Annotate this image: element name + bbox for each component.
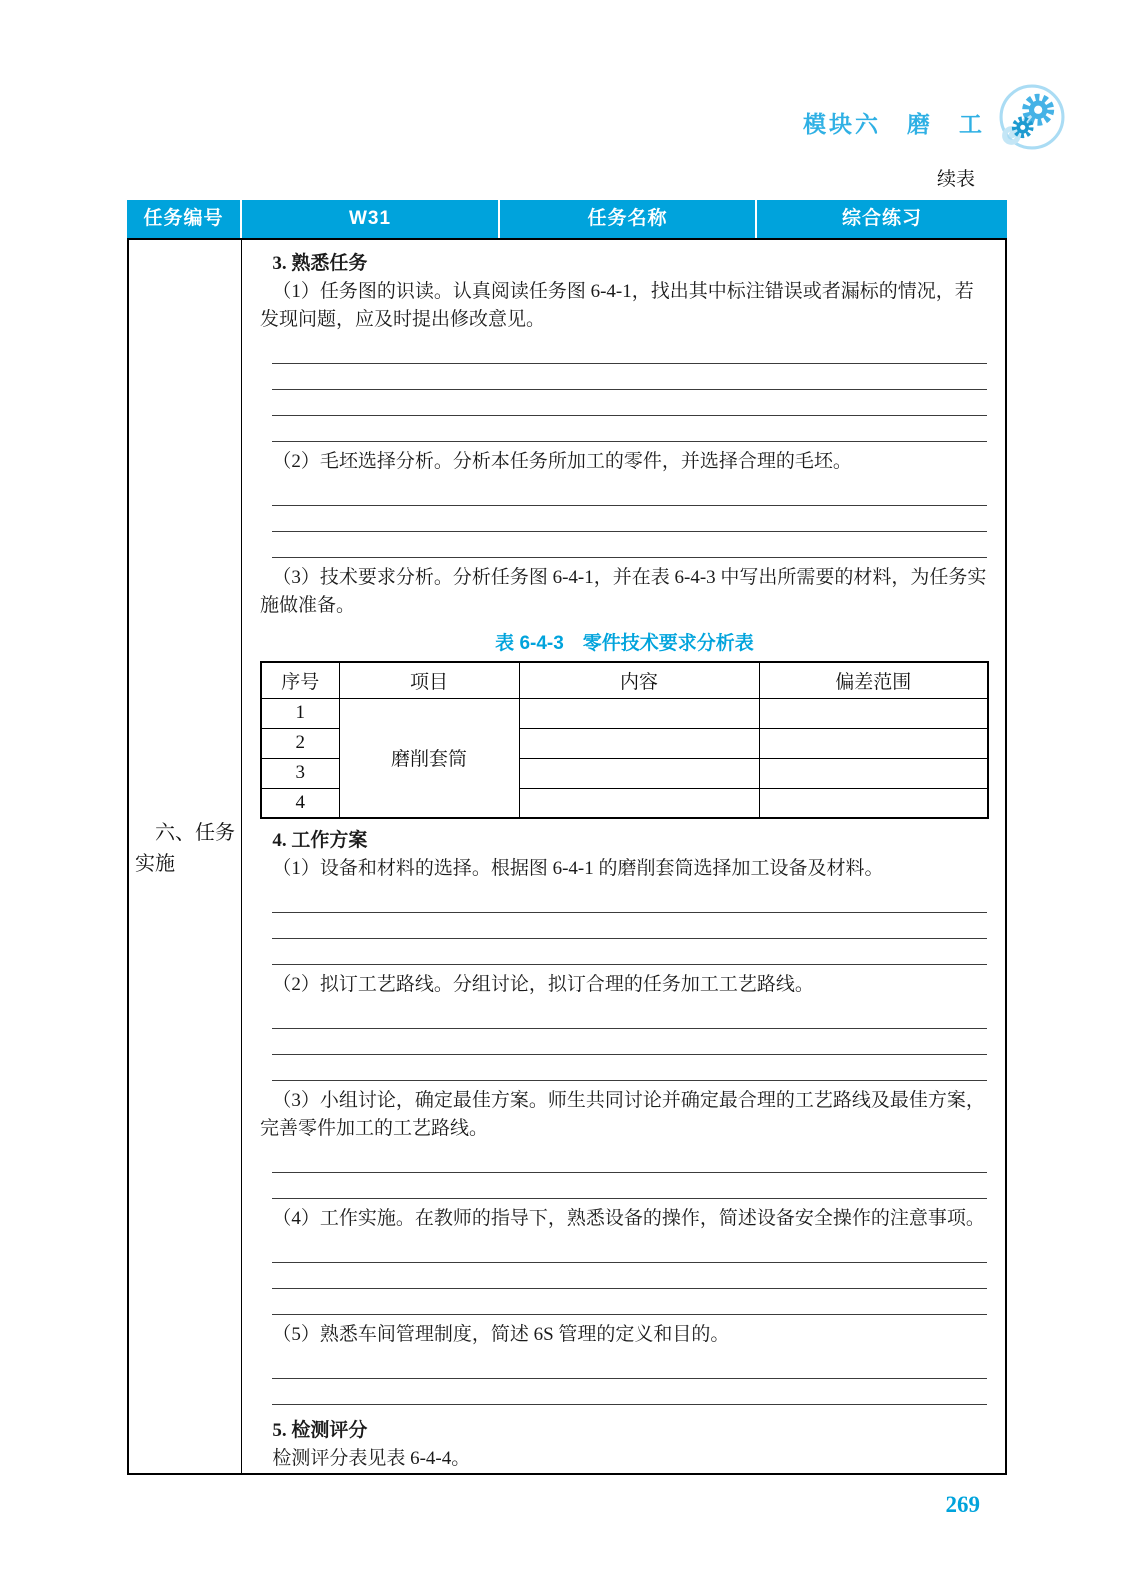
write-in-line xyxy=(272,1379,987,1405)
row-number-cell: 4 xyxy=(261,788,339,818)
write-in-lines-group xyxy=(272,1349,987,1405)
section-3-item-2: （2）毛坯选择分析。分析本任务所加工的零件，并选择合理的毛坯。 xyxy=(272,451,852,472)
section-3-heading: 3. 熟悉任务 xyxy=(272,253,368,274)
write-in-line xyxy=(272,939,987,965)
side-section-label xyxy=(135,818,237,880)
empty-deviation-cell xyxy=(759,788,988,818)
write-in-line xyxy=(272,1289,987,1315)
write-in-line xyxy=(272,338,987,364)
analysis-table-header-row xyxy=(261,662,988,698)
task-name-value: 综合练习 xyxy=(757,200,1007,238)
task-sheet xyxy=(127,200,1007,1475)
write-in-lines-group xyxy=(272,1143,987,1199)
empty-content-cell xyxy=(519,728,759,758)
table-row xyxy=(261,698,988,728)
empty-content-cell xyxy=(519,698,759,728)
row-number-cell: 2 xyxy=(261,728,339,758)
empty-deviation-cell xyxy=(759,758,988,788)
side-section-cell xyxy=(129,240,242,1473)
write-in-line xyxy=(272,887,987,913)
write-in-line xyxy=(272,1173,987,1199)
write-in-line xyxy=(272,532,987,558)
column-header-item: 项目 xyxy=(339,662,519,698)
section-5-heading: 5. 检测评分 xyxy=(272,1420,368,1441)
section-4-item-5: （5）熟悉车间管理制度，简述 6S 管理的定义和目的。 xyxy=(272,1324,730,1345)
analysis-table xyxy=(260,661,989,819)
task-body xyxy=(127,238,1007,1475)
module-title: 模块六 磨 工 xyxy=(803,111,985,137)
write-in-lines-group xyxy=(272,999,987,1081)
section-4-heading: 4. 工作方案 xyxy=(272,830,368,851)
task-name-header: 任务名称 xyxy=(500,200,755,238)
section-4-item-4: （4）工作实施。在教师的指导下，熟悉设备的操作，简述设备安全操作的注意事项。 xyxy=(272,1208,985,1229)
task-header-row xyxy=(127,200,1007,238)
side-label-line1: 六、任务 xyxy=(155,822,235,844)
write-in-line xyxy=(272,1055,987,1081)
write-in-line xyxy=(272,1029,987,1055)
column-header-number: 序号 xyxy=(261,662,339,698)
empty-content-cell xyxy=(519,758,759,788)
write-in-lines-group xyxy=(272,883,987,965)
empty-content-cell xyxy=(519,788,759,818)
row-number-cell: 1 xyxy=(261,698,339,728)
side-label-line2: 实施 xyxy=(135,853,175,875)
row-number-cell: 3 xyxy=(261,758,339,788)
write-in-line xyxy=(272,390,987,416)
write-in-line xyxy=(272,1263,987,1289)
write-in-line xyxy=(272,1003,987,1029)
write-in-line xyxy=(272,416,987,442)
task-number-header: 任务编号 xyxy=(127,200,240,238)
column-header-content: 内容 xyxy=(519,662,759,698)
section-5-text: 检测评分表见表 6-4-4。 xyxy=(272,1448,471,1469)
empty-deviation-cell xyxy=(759,728,988,758)
write-in-lines-group xyxy=(272,1233,987,1315)
column-header-deviation: 偏差范围 xyxy=(759,662,988,698)
write-in-lines-group xyxy=(272,476,987,558)
write-in-line xyxy=(272,1147,987,1173)
section-4-item-3: （3）小组讨论，确定最佳方案。师生共同讨论并确定最合理的工艺路线及最佳方案，完善零件加工的工艺路线。 xyxy=(260,1090,985,1139)
empty-deviation-cell xyxy=(759,698,988,728)
item-merged-cell: 磨削套筒 xyxy=(339,698,519,818)
section-3-item-1: （1）任务图的识读。认真阅读任务图 6-4-1，找出其中标注错误或者漏标的情况，若发现问题，应及时提出修改意见。 xyxy=(260,281,974,330)
write-in-line xyxy=(272,1237,987,1263)
write-in-lines-group xyxy=(272,334,987,442)
write-in-line xyxy=(272,506,987,532)
write-in-line xyxy=(272,1353,987,1379)
section-4-item-2: （2）拟订工艺路线。分组讨论，拟订合理的任务加工工艺路线。 xyxy=(272,974,814,995)
analysis-table-caption: 表 6-4-3 零件技术要求分析表 xyxy=(495,633,754,654)
write-in-line xyxy=(272,480,987,506)
write-in-line xyxy=(272,364,987,390)
page-number: 269 xyxy=(945,1492,980,1517)
task-content xyxy=(242,240,1005,1473)
section-3-item-3: （3）技术要求分析。分析任务图 6-4-1，并在表 6-4-3 中写出所需要的材料，为任务实施做准备。 xyxy=(260,567,987,616)
continued-table-label: 续表 xyxy=(936,169,975,190)
section-4-item-1: （1）设备和材料的选择。根据图 6-4-1 的磨削套筒选择加工设备及材料。 xyxy=(272,858,884,879)
write-in-line xyxy=(272,913,987,939)
gear-wrench-icon xyxy=(999,84,1065,150)
task-number-value: W31 xyxy=(242,200,498,238)
